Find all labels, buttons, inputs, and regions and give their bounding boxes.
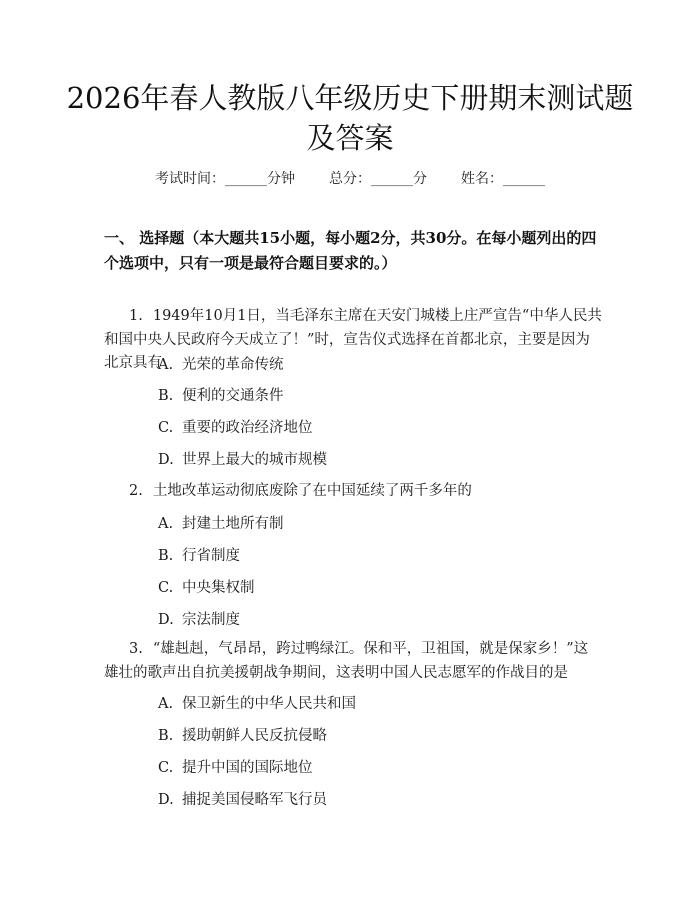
option-text: 便利的交通条件 — [182, 388, 284, 404]
option-d — [158, 450, 327, 470]
option-text: 捕捉美国侵略军飞行员 — [182, 792, 327, 808]
title-line-2: 及答案 — [306, 121, 394, 155]
option-text: 援助朝鲜人民反抗侵略 — [182, 728, 327, 744]
exam-meta-line — [0, 168, 700, 188]
title-line-1: 2026年春人教版八年级历史下册期末测试题 — [66, 81, 634, 115]
option-text: 宗法制度 — [182, 612, 240, 628]
option-text: 封建土地所有制 — [182, 516, 284, 532]
exam-time-label: 考试时间：______分钟 — [155, 171, 295, 187]
option-letter: B. — [158, 728, 174, 744]
option-letter: B. — [158, 388, 174, 404]
option-letter: C. — [158, 760, 174, 776]
student-name-label: 姓名：______ — [461, 171, 545, 187]
option-text: 世界上最大的城市规模 — [182, 452, 327, 468]
option-letter: A. — [158, 516, 174, 532]
option-letter: D. — [158, 792, 174, 808]
option-b — [158, 386, 284, 406]
option-d — [158, 790, 327, 810]
option-d — [158, 610, 240, 630]
question-stem: 土地改革运动彻底废除了在中国延续了两千多年的 — [152, 483, 472, 499]
option-a — [158, 514, 284, 534]
question-number: 3. — [129, 641, 143, 657]
question-3 — [104, 638, 602, 685]
option-text: 行省制度 — [182, 548, 240, 564]
question-number: 2. — [129, 483, 143, 499]
question-2 — [104, 480, 602, 504]
option-text: 中央集权制 — [182, 580, 255, 596]
option-c — [158, 418, 313, 438]
option-a — [158, 355, 284, 375]
option-text: 提升中国的国际地位 — [182, 760, 313, 776]
option-b — [158, 546, 240, 566]
section-heading: 一、 选择题（本大题共15小题，每小题2分，共30分。在每小题列出的四个选项中，只有一项是最符合题目要求的。） — [104, 229, 597, 272]
option-text: 光荣的革命传统 — [182, 357, 284, 373]
option-a — [158, 694, 356, 714]
document-title — [60, 78, 640, 158]
option-letter: C. — [158, 420, 174, 436]
option-letter: D. — [158, 612, 174, 628]
option-letter: B. — [158, 548, 174, 564]
question-stem: 1949年10月1日，当毛泽东主席在天安门城楼上庄严宣告“中华人民共和国中央人民政府今天成立了！”时，宣告仪式选择在首都北京，主要是因为北京具有 — [104, 308, 602, 371]
question-stem: “雄赳赳，气昂昂，跨过鸭绿江。保和平，卫祖国，就是保家乡！”这雄壮的歌声出自抗美援朝战争期间，这表明中国人民志愿军的作战目的是 — [104, 641, 589, 681]
option-c — [158, 578, 255, 598]
option-letter: C. — [158, 580, 174, 596]
option-letter: A. — [158, 696, 174, 712]
option-text: 保卫新生的中华人民共和国 — [182, 696, 356, 712]
exam-score-label: 总分：______分 — [329, 171, 427, 187]
option-b — [158, 726, 327, 746]
option-letter: A. — [158, 357, 174, 373]
option-letter: D. — [158, 452, 174, 468]
option-text: 重要的政治经济地位 — [182, 420, 313, 436]
option-c — [158, 758, 313, 778]
question-number: 1. — [129, 308, 143, 324]
